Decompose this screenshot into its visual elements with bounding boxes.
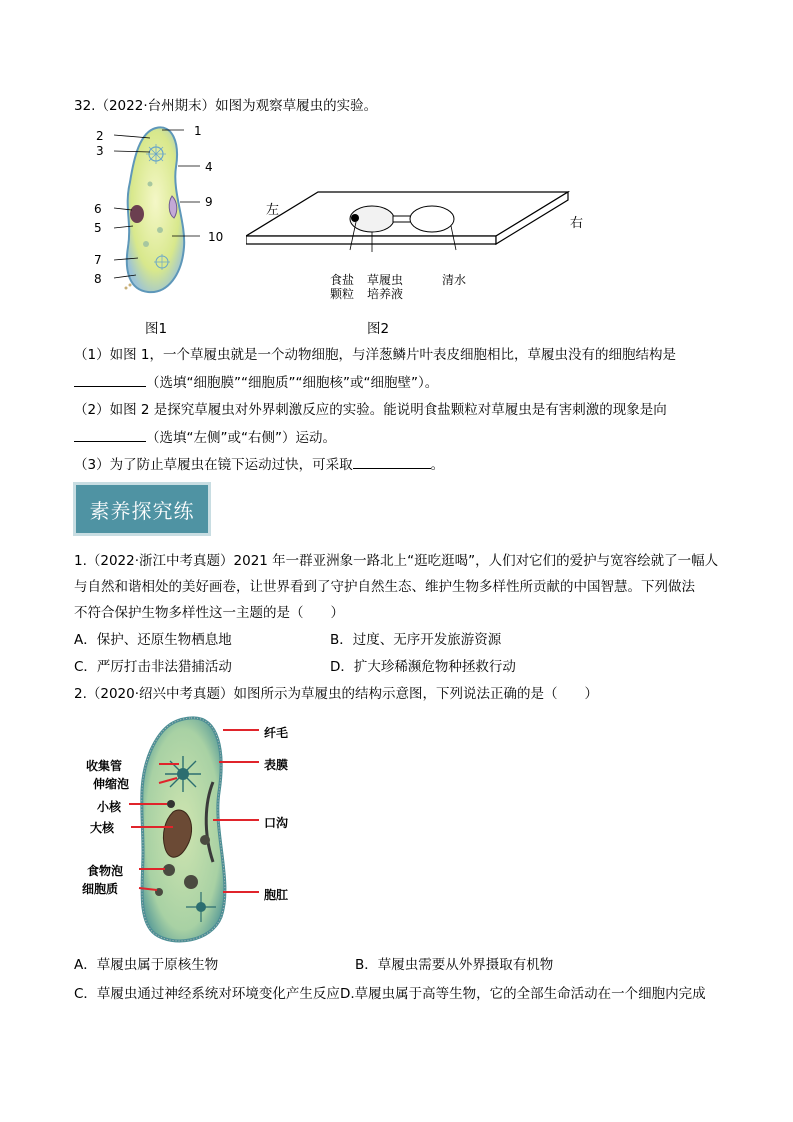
q1-line2: 与自然和谐相处的美好画卷，让世界看到了守护自然生态、维护生物多样性所贡献的中国智慧。下列做法 [74, 579, 695, 595]
q2-label-membrane: 表膜 [264, 758, 289, 772]
q2-option-c[interactable]: C．草履虫通过神经系统对环境变化产生反应D.草履虫属于高等生物，它的全部生命活动在一个细胞内完成 [74, 986, 706, 1002]
q2-label-cyto: 细胞质 [82, 882, 119, 896]
q32-part2-line1: （2）如图 2 是探究草履虫对外界刺激反应的实验。能说明食盐颗粒对草履虫是有害刺激的现象是向 [74, 402, 667, 418]
fig2-right: 右 [570, 216, 584, 231]
q32-figure1 [88, 122, 238, 297]
fig2-caption: 图2 [367, 321, 390, 337]
q2-stem: 2.（2020·绍兴中考真题）如图所示为草履虫的结构示意图，下列说法正确的是（ ） [74, 686, 599, 702]
fig1-label-4: 4 [205, 160, 213, 174]
fig2-culture-1: 草履虫 [367, 273, 404, 287]
q2-label-groove: 口沟 [264, 816, 289, 830]
answer-blank-3[interactable] [353, 454, 431, 469]
fig1-caption: 图1 [145, 321, 168, 337]
q2-label-micro: 小核 [97, 800, 122, 814]
q2-label-contract: 伸缩泡 [93, 777, 130, 791]
fig1-label-1: 1 [194, 124, 202, 138]
q32-part2-line2: （选填“左侧”或“右侧”）运动。 [74, 427, 336, 448]
answer-blank-1[interactable] [74, 372, 146, 387]
q2-label-anus: 胞肛 [264, 888, 289, 902]
q2-label-food: 食物泡 [87, 864, 124, 878]
answer-blank-2[interactable] [74, 427, 146, 442]
q2-option-d[interactable]: D.草履虫属于高等生物，它的全部生命活动在一个细胞内完成 [339, 986, 706, 1002]
q1-option-b[interactable]: B．过度、无序开发旅游资源 [330, 632, 502, 648]
q2-label-macro: 大核 [90, 821, 115, 835]
q32-stem: 32.（2022·台州期末）如图为观察草履虫的实验。 [74, 98, 378, 114]
q2-label-collect: 收集管 [86, 759, 123, 773]
fig1-label-9: 9 [205, 195, 213, 209]
q1-option-a[interactable]: A．保护、还原生物栖息地 [74, 632, 232, 648]
q32-part1-line1: （1）如图 1，一个草履虫就是一个动物细胞，与洋葱鳞片叶表皮细胞相比，草履虫没有的细胞结构是 [74, 347, 676, 363]
q32-part1-line2: （选填“细胞膜”“细胞质”“细胞核”或“细胞壁”）。 [74, 372, 438, 393]
fig2-water: 清水 [442, 273, 467, 287]
q1-line1: 1.（2022·浙江中考真题）2021 年一群亚洲象一路北上“逛吃逛喝”，人们对它们的爱护与宽容绘就了一幅人 [74, 553, 719, 569]
q1-option-d[interactable]: D．扩大珍稀濒危物种拯救行动 [330, 659, 516, 675]
fig1-label-3: 3 [96, 144, 104, 158]
fig1-label-5: 5 [94, 221, 102, 235]
section-banner: 素养探究练 [73, 482, 211, 536]
fig1-label-8: 8 [94, 272, 102, 286]
q1-option-c[interactable]: C．严厉打击非法猎捕活动 [74, 659, 232, 675]
fig1-label-6: 6 [94, 202, 102, 216]
fig2-salt-1: 食盐 [330, 273, 355, 287]
q32-part3: （3）为了防止草履虫在镜下运动过快，可采取 。 [74, 454, 444, 475]
fig1-label-10: 10 [208, 230, 224, 244]
fig2-left: 左 [266, 203, 280, 218]
q32-figure2 [246, 186, 586, 256]
fig1-label-7: 7 [94, 253, 102, 267]
q1-line3: 不符合保护生物多样性这一主题的是（ ） [74, 605, 344, 621]
q2-option-b[interactable]: B．草履虫需要从外界摄取有机物 [355, 957, 554, 973]
fig1-label-2: 2 [96, 129, 104, 143]
fig2-salt-2: 颗粒 [330, 287, 355, 301]
q2-label-cilia: 纤毛 [264, 726, 289, 740]
fig2-culture-2: 培养液 [367, 287, 404, 301]
q2-option-a[interactable]: A．草履虫属于原核生物 [74, 957, 219, 973]
